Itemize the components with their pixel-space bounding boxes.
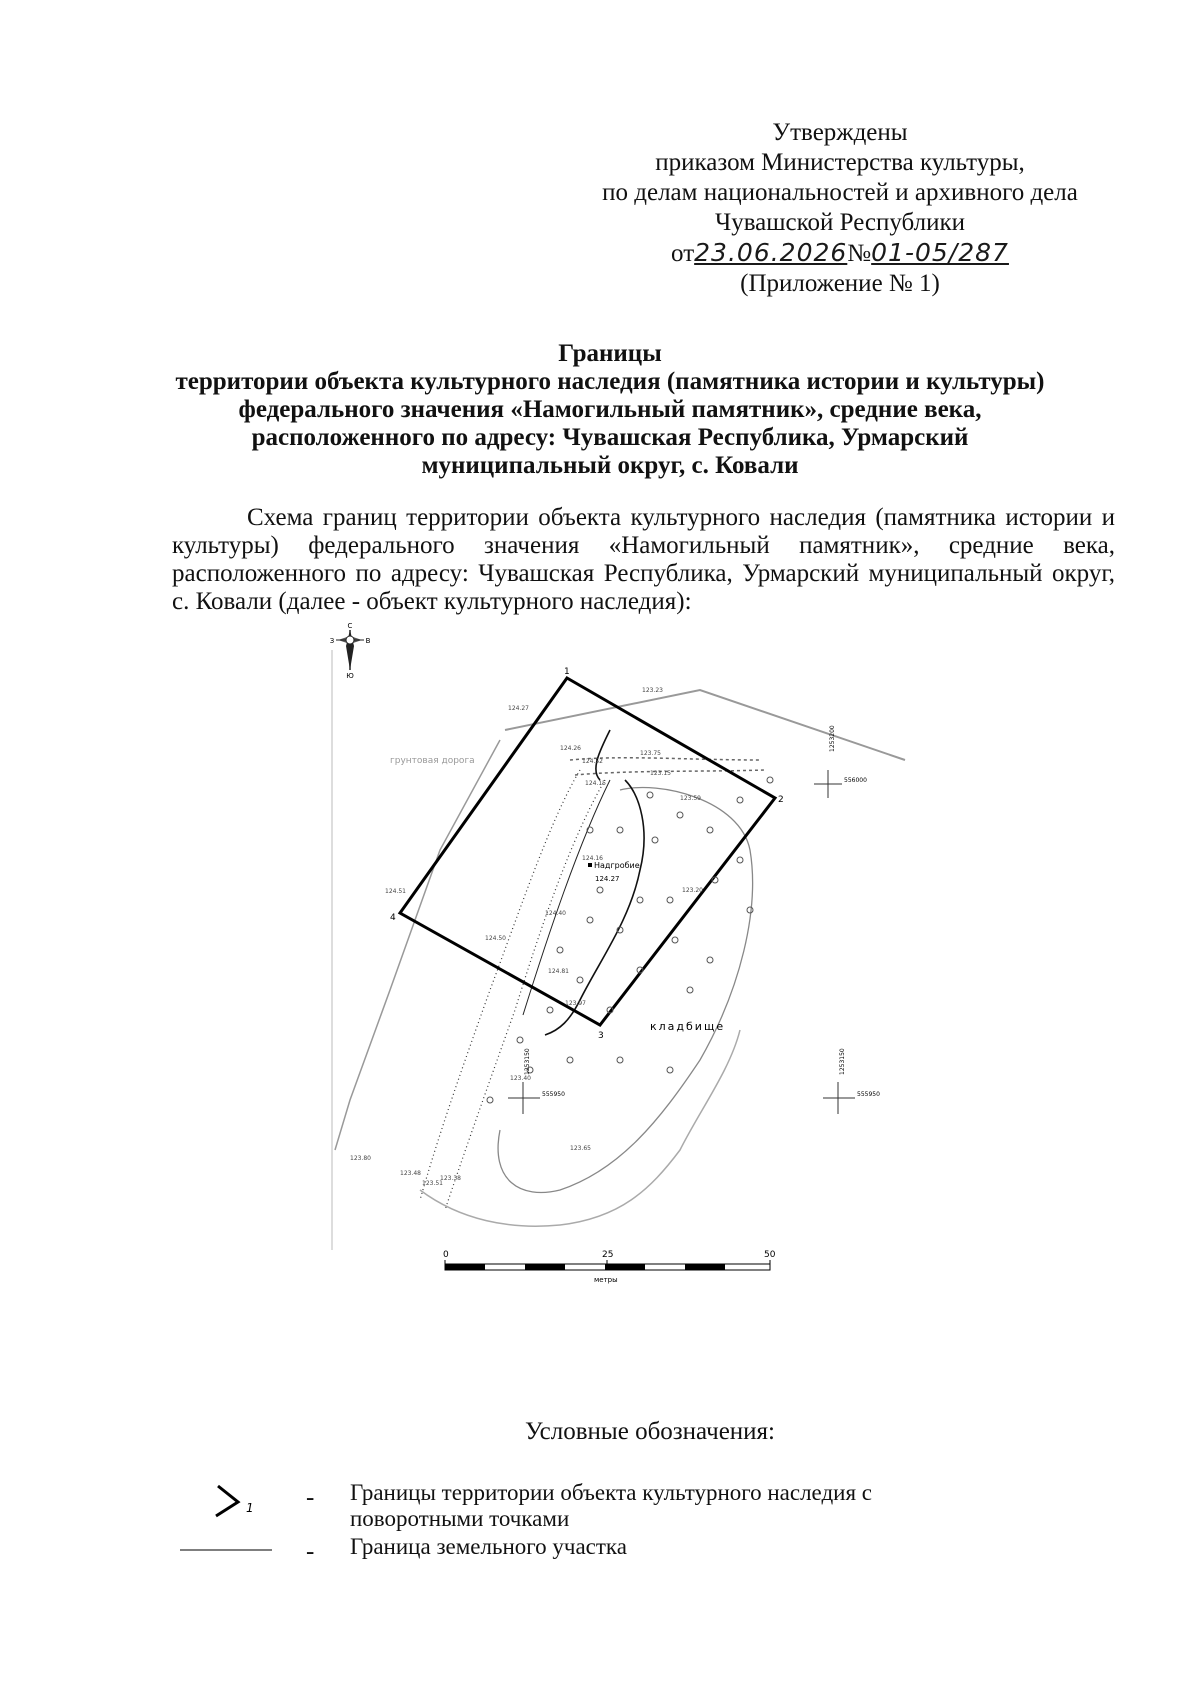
boundary-point-4: 4 <box>390 913 396 923</box>
approval-line-2: приказом Министерства культуры, <box>655 149 1025 176</box>
cemetery-label: кладбище <box>650 1020 726 1033</box>
road-slope-left <box>420 770 580 1200</box>
grid-cross-1-vertical: 1253200 <box>829 725 836 752</box>
grid-cross-1 <box>814 770 842 798</box>
scale-bar <box>445 1260 770 1270</box>
approval-block <box>560 118 1120 299</box>
title-line-5: муниципальный округ, с. Ковали <box>421 452 799 479</box>
grid-cross-3 <box>823 1082 855 1114</box>
svg-text:123.48: 123.48 <box>400 1170 421 1177</box>
grid-cross-2-horizontal: 555950 <box>542 1091 565 1098</box>
scale-unit: метры <box>594 1276 618 1284</box>
compass-west: З <box>329 637 335 645</box>
svg-text:124.16: 124.16 <box>582 855 603 862</box>
order-from-label: от <box>671 240 695 267</box>
compass-south: Ю <box>346 672 354 680</box>
document-title <box>130 340 1090 480</box>
appendix-label: (Приложение № 1) <box>740 270 940 297</box>
land-plot-line-icon <box>180 1534 290 1584</box>
approval-line-3: по делам национальностей и архивного дела <box>602 179 1078 206</box>
boundary-point-2: 2 <box>778 795 784 805</box>
approval-line-4: Чувашской Республики <box>714 209 966 236</box>
legend-text-boundary: Границы территории объекта культурного наследия с поворотными точками <box>350 1480 873 1531</box>
compass-rose-icon <box>336 630 364 670</box>
svg-text:124.40: 124.40 <box>545 910 566 917</box>
legend-title: Условные обозначения: <box>524 1418 776 1445</box>
svg-text:123.40: 123.40 <box>510 1075 531 1082</box>
legend-text-land-plot: Граница земельного участка <box>350 1534 627 1559</box>
svg-text:124.26: 124.26 <box>560 745 581 752</box>
svg-text:123.51: 123.51 <box>422 1180 443 1187</box>
grid-cross-3-horizontal: 555950 <box>857 1091 880 1098</box>
land-plot-boundary-bottom <box>420 1030 740 1226</box>
scale-end: 50 <box>764 1250 776 1260</box>
title-line-3: федерального значения «Намогильный памятник», средние века, <box>238 396 982 423</box>
svg-text:123.80: 123.80 <box>350 1155 371 1162</box>
order-number: 01-05/287 <box>871 238 1009 267</box>
order-date: 23.06.2026 <box>694 238 848 267</box>
object-label: Надгробие <box>594 861 640 870</box>
svg-text:123.23: 123.23 <box>642 687 663 694</box>
land-plot-boundary-left <box>335 740 500 1150</box>
legend-dash: - <box>306 1484 315 1511</box>
road-centerline <box>523 780 610 1015</box>
svg-text:123.65: 123.65 <box>570 1145 591 1152</box>
svg-text:124.15: 124.15 <box>585 780 606 787</box>
svg-text:124.52: 124.52 <box>582 758 603 765</box>
object-elevation: 124.27 <box>595 875 620 883</box>
boundary-point-1: 1 <box>564 667 570 677</box>
monument-marker-icon <box>588 863 592 867</box>
grid-cross-2 <box>508 1082 540 1114</box>
legend-item-boundary <box>180 1480 980 1534</box>
grid-cross-3-vertical: 1253150 <box>839 1048 846 1075</box>
legend-dash: - <box>306 1538 315 1565</box>
legend-point-label: 1 <box>246 1501 254 1515</box>
legend <box>180 1480 980 1588</box>
order-number-label: № <box>847 240 872 267</box>
approval-heading: Утверждены <box>772 119 908 146</box>
svg-text:124.51: 124.51 <box>385 888 406 895</box>
svg-text:123.15: 123.15 <box>650 770 671 777</box>
scale-start: 0 <box>443 1250 449 1260</box>
scheme-svg <box>320 622 1020 1390</box>
compass-north: С <box>347 622 353 630</box>
svg-text:123.20: 123.20 <box>682 887 703 894</box>
title-line-2: территории объекта культурного наследия (памятника истории и культуры) <box>175 368 1045 395</box>
boundary-point-3: 3 <box>598 1031 604 1041</box>
svg-text:123.38: 123.38 <box>440 1175 461 1182</box>
svg-text:123.75: 123.75 <box>640 750 661 757</box>
scheme-description: Схема границ территории объекта культурного наследия (памятника истории и культуры) федерального значения «Намогильный памятник», средние века, расположенного по адресу: Чувашская Республика, Урмарский муниципальный округ, с. Ковали (далее - объект культурного наследия): <box>172 504 1115 615</box>
approval-order-line <box>560 238 1120 269</box>
svg-text:124.27: 124.27 <box>508 705 529 712</box>
boundary-scheme-map <box>320 622 1020 1390</box>
svg-text:124.50: 124.50 <box>485 935 506 942</box>
svg-text:123.97: 123.97 <box>565 1000 586 1007</box>
grid-cross-2-vertical: 1253150 <box>524 1048 531 1075</box>
title-line-4: расположенного по адресу: Чувашская Республика, Урмарский <box>251 424 969 451</box>
legend-item-land-plot <box>180 1534 980 1588</box>
heritage-territory-boundary <box>400 678 775 1025</box>
svg-text:123.59: 123.59 <box>680 795 701 802</box>
compass-east: В <box>365 637 371 645</box>
road-label: грунтовая дорога <box>390 756 475 766</box>
scale-mid: 25 <box>602 1250 614 1260</box>
grid-cross-1-horizontal: 556000 <box>844 777 867 784</box>
boundary-symbol-icon <box>180 1480 290 1530</box>
title-line-1: Границы <box>558 340 662 367</box>
svg-text:124.81: 124.81 <box>548 968 569 975</box>
